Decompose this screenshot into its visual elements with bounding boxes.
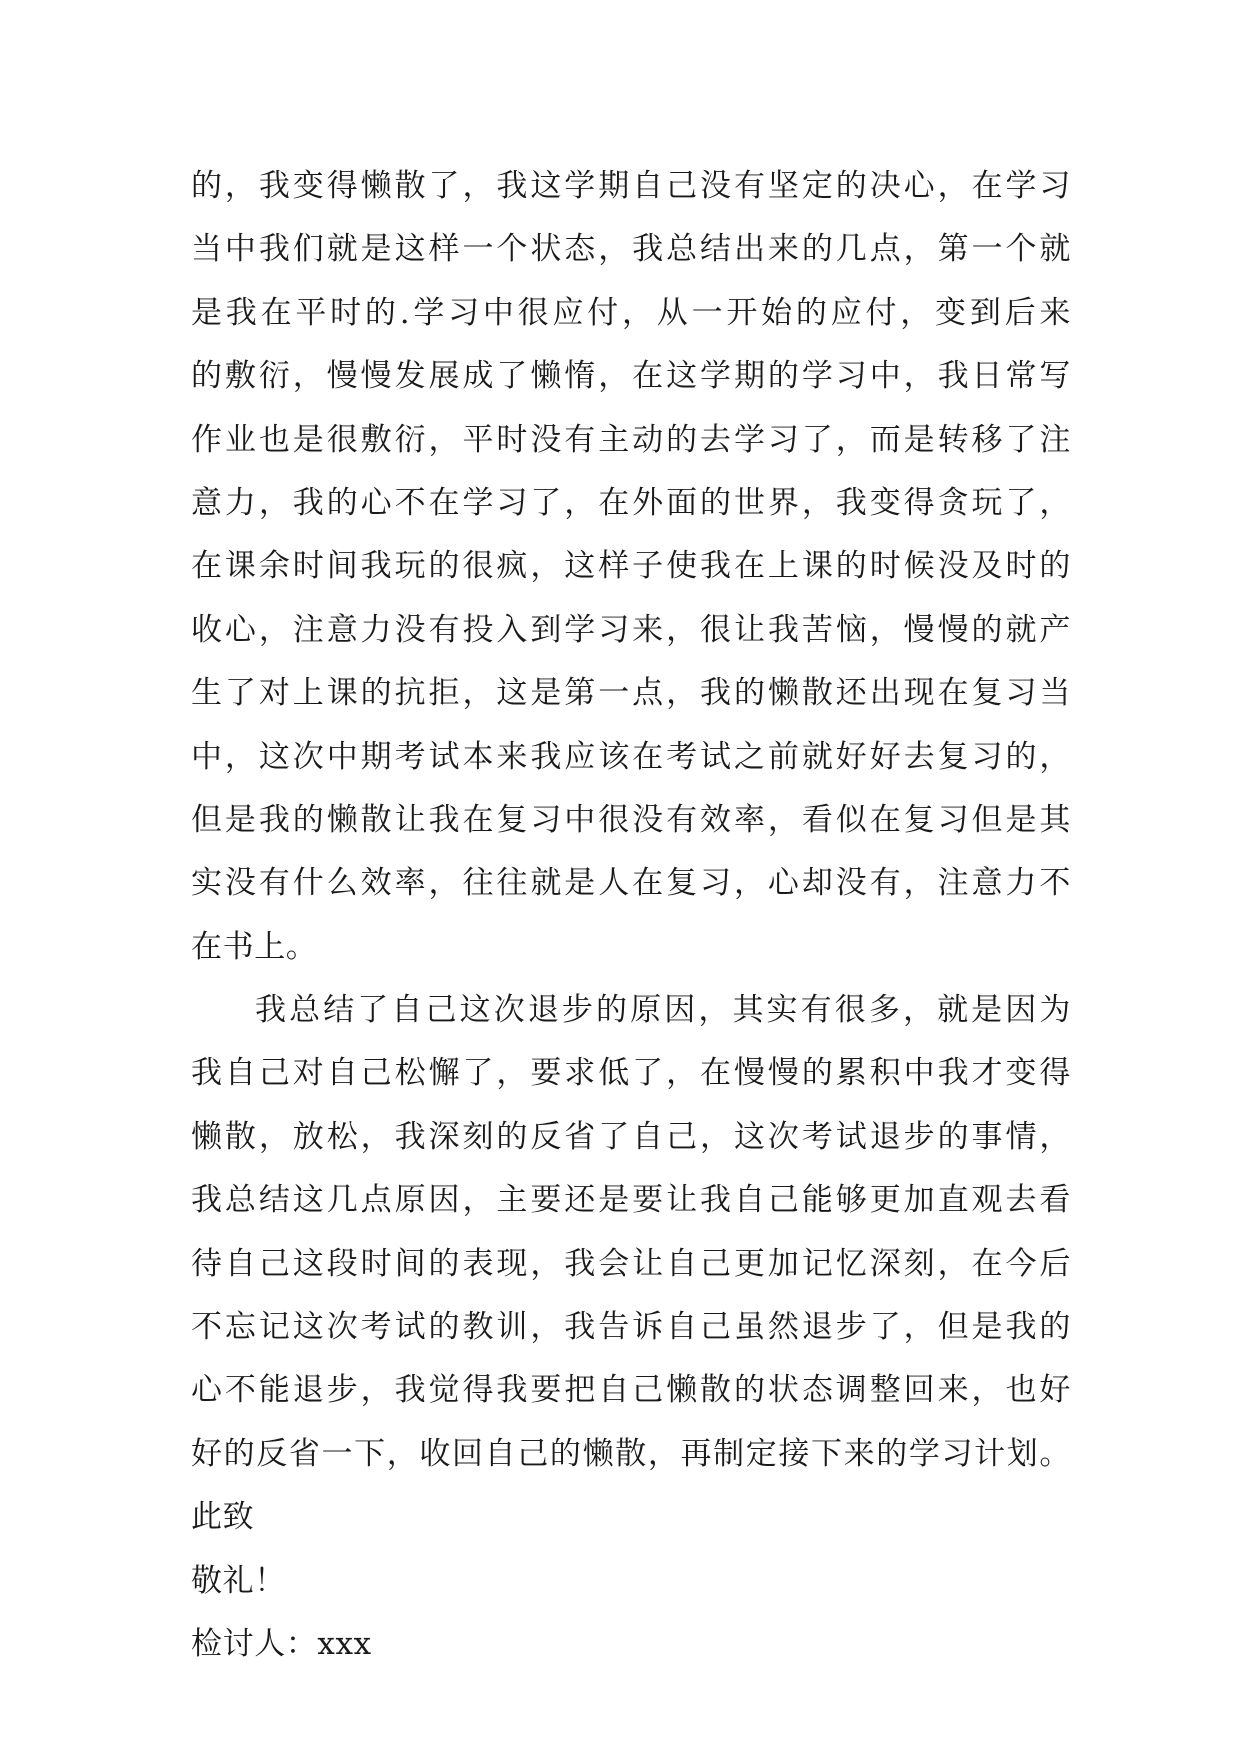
- text-line: 意力，我的心不在学习了，在外面的世界，我变得贪玩了，: [191, 484, 1071, 521]
- text-line: 懒散，放松，我深刻的反省了自己，这次考试退步的事情，: [191, 1118, 1071, 1155]
- text-line: 我总结了自己这次退步的原因，其实有很多，就是因为: [255, 992, 1071, 1029]
- text-line: 当中我们就是这样一个状态，我总结出来的几点，第一个就: [191, 231, 1071, 268]
- signature-line: 检讨人：xxx: [191, 1625, 372, 1662]
- text-line: 作业也是很敷衍，平时没有主动的去学习了，而是转移了注: [191, 421, 1071, 458]
- text-line: 中，这次中期考试本来我应该在考试之前就好好去复习的，: [191, 738, 1071, 775]
- text-line: 是我在平时的.学习中很应付，从一开始的应付，变到后来: [191, 294, 1071, 331]
- text-line: 在课余时间我玩的很疯，这样子使我在上课的时候没及时的: [191, 548, 1071, 585]
- text-line: 的，我变得懒散了，我这学期自己没有坚定的决心，在学习: [191, 168, 1071, 204]
- text-line: 收心，注意力没有投入到学习来，很让我苦恼，慢慢的就产: [191, 611, 1071, 648]
- text-line: 好的反省一下，收回自己的懒散，再制定接下来的学习计划。: [191, 1435, 1071, 1472]
- text-line: 心不能退步，我觉得我要把自己懒散的状态调整回来，也好: [191, 1372, 1071, 1409]
- text-line: 我自己对自己松懈了，要求低了，在慢慢的累积中我才变得: [191, 1055, 1071, 1092]
- text-line: 待自己这段时间的表现，我会让自己更加记忆深刻，在今后: [191, 1245, 1071, 1282]
- salutation-line: 敬礼！: [191, 1562, 286, 1599]
- paragraph-2: [191, 979, 1071, 1486]
- text-line: 实没有什么效率，往往就是人在复习，心却没有，注意力不: [191, 865, 1071, 902]
- closing-line: 此致: [191, 1499, 255, 1536]
- text-line: 但是我的懒散让我在复习中很没有效率，看似在复习但是其: [191, 801, 1071, 838]
- text-line: 的敷衍，慢慢发展成了懒惰，在这学期的学习中，我日常写: [191, 358, 1071, 395]
- paragraph-1: [191, 155, 1071, 979]
- text-line: 不忘记这次考试的教训，我告诉自己虽然退步了，但是我的: [191, 1309, 1071, 1346]
- text-line: 我总结这几点原因，主要还是要让我自己能够更加直观去看: [191, 1182, 1071, 1219]
- text-line: 在书上。: [191, 928, 318, 965]
- document-body: [191, 155, 1071, 1676]
- text-line: 生了对上课的抗拒，这是第一点，我的懒散还出现在复习当: [191, 675, 1071, 712]
